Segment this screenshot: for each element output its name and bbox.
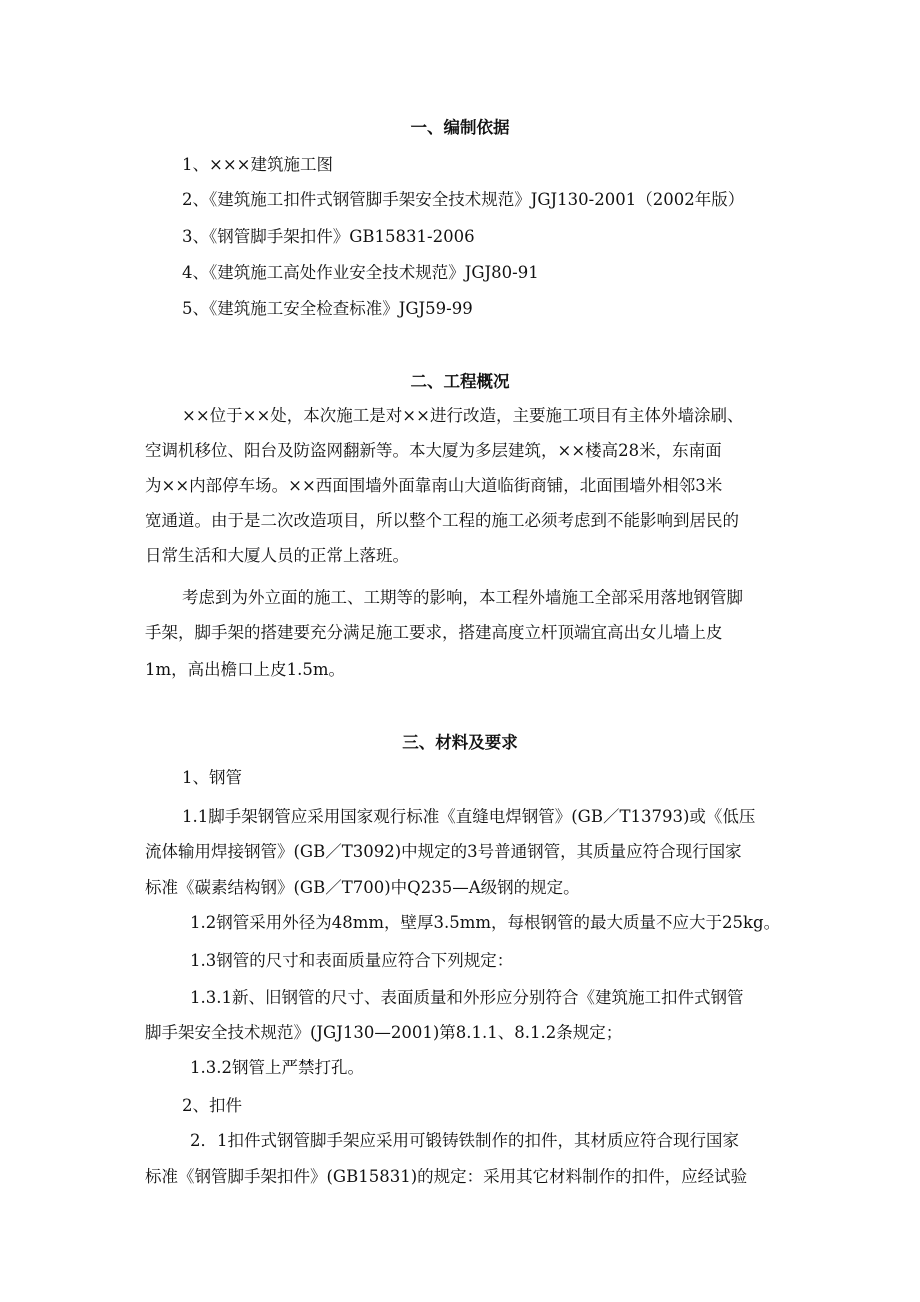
basis-item-3: 3、《钢管脚手架扣件》GB15831-2006: [182, 227, 475, 246]
overview-p1-line: 空调机移位、阳台及防盗网翻新等。本大厦为多层建筑，××楼高28米，东南面: [145, 441, 722, 460]
materials-line: 2、扣件: [182, 1096, 242, 1115]
materials-line: 1.3.2钢管上严禁打孔。: [190, 1058, 364, 1077]
section-2-heading: 二、工程概况: [410, 372, 510, 391]
section-3-heading: 三、材料及要求: [402, 733, 518, 752]
overview-p1-line: ××位于××处，本次施工是对××进行改造，主要施工项目有主体外墙涂刷、: [182, 406, 744, 425]
basis-item-4: 4、《建筑施工高处作业安全技术规范》JGJ80-91: [182, 263, 539, 282]
overview-p1-line: 为××内部停车场。××西面围墙外面靠南山大道临街商铺，北面围墙外相邻3米: [145, 476, 723, 495]
materials-line: 标准《碳素结构钢》(GB／T700)中Q235—A级钢的规定。: [145, 878, 580, 897]
materials-line: 2．1扣件式钢管脚手架应采用可锻铸铁制作的扣件，其材质应符合现行国家: [190, 1131, 739, 1150]
basis-item-2: 2、《建筑施工扣件式钢管脚手架安全技术规范》JGJ130-2001（2002年版）: [182, 190, 745, 209]
section-1-heading: 一、编制依据: [410, 118, 510, 137]
materials-line: 流体输用焊接钢管》(GB／T3092)中规定的3号普通钢管，其质量应符合现行国家: [145, 842, 742, 861]
materials-line: 1、钢管: [182, 768, 242, 787]
basis-item-1: 1、×××建筑施工图: [182, 155, 333, 174]
materials-line: 1.3.1新、旧钢管的尺寸、表面质量和外形应分别符合《建筑施工扣件式钢管: [190, 988, 744, 1007]
materials-line: 标准《钢管脚手架扣件》(GB15831)的规定：采用其它材料制作的扣件，应经试验: [145, 1167, 748, 1186]
materials-line: 脚手架安全技术规范》(JGJ130—2001)第8.1.1、8.1.2条规定；: [145, 1023, 623, 1042]
overview-p2-line: 1m，高出檐口上皮1.5m。: [145, 660, 346, 679]
overview-p2-line: 手架，脚手架的搭建要充分满足施工要求，搭建高度立杆顶端宜高出女儿墙上皮: [145, 623, 723, 642]
overview-p1-line: 宽通道。由于是二次改造项目，所以整个工程的施工必须考虑到不能影响到居民的: [145, 511, 739, 530]
overview-p2-line: 考虑到为外立面的施工、工期等的影响，本工程外墙施工全部采用落地钢管脚: [182, 588, 743, 607]
materials-line: 1.1脚手架钢管应采用国家观行标准《直缝电焊钢管》(GB／T13793)或《低压: [182, 807, 756, 826]
overview-p1-line: 日常生活和大厦人员的正常上落班。: [145, 546, 409, 565]
basis-item-5: 5、《建筑施工安全检查标准》JGJ59-99: [182, 299, 473, 318]
materials-line: 1.2钢管采用外径为48mm，壁厚3.5mm，每根钢管的最大质量不应大于25kg。: [190, 913, 781, 932]
materials-line: 1.3钢管的尺寸和表面质量应符合下列规定：: [190, 951, 514, 970]
